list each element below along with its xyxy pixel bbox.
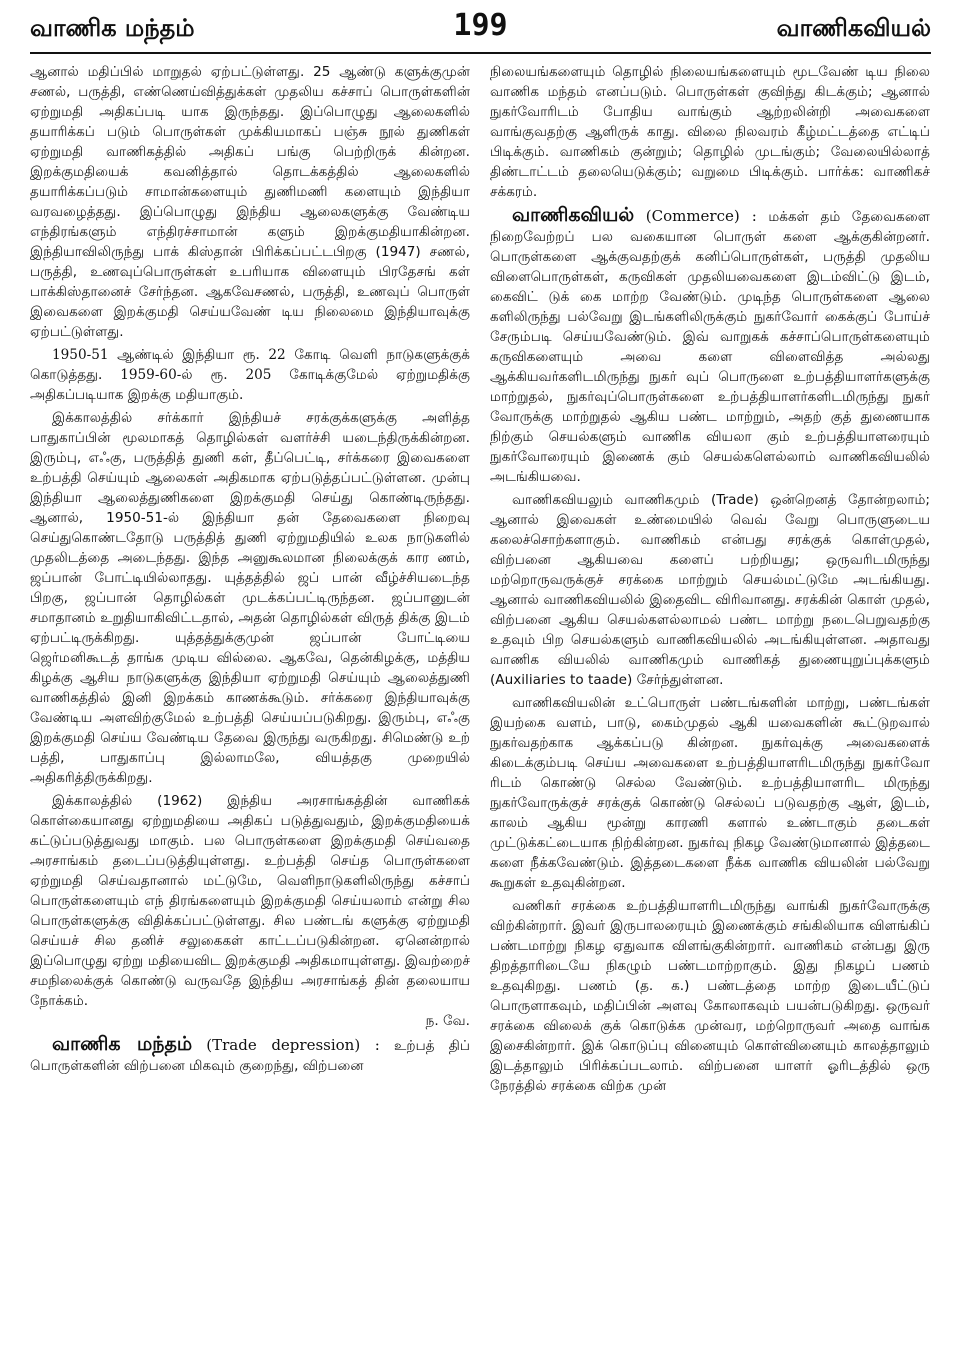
author-signature-line: [30, 1011, 470, 1031]
entry-title: வாணிகவியல்: [512, 204, 635, 226]
paragraph: இக்காலத்தில் (1962) இந்திய அரசாங்கத்தின் வாணிகக் கொள்கையானது ஏற்றுமதியை அதிகப் படுத்துவதும், இறக்குமதியைக் கட்டுப்படுத்துவது மாகும். பல பொருள்களை இறக்குமதி செய்வதை அரசாங்கம் தடைப்படுத்தியுள்ளது. உற்பத்தி செய்த பொருள்களை ஏற்றுமதி செய்வதானால் மட்டுமே, வெளிநாடுகளிலிருந்து கச்சாப் பொருள்களையும் எந் திரங்களையும் இறக்குமதி செய்யலாம் என்று சில பொருள்களுக்கு விதிக்கப்பட்டுள்ளது. சில பண்டங் களுக்கு ஏற்றுமதி செய்யச் சில தனிச் சலுகைகள் காட்டப்படுகின்றன. ஏனென்றால் இப்பொழுது ஏற்று மதியைவிட இறக்குமதி அதிகமாயுள்ளது. இவற்றைச் சமநிலைக்குக் கொண்டு வருவதே இந்திய அரசாங்கத் தின் தலையாய நோக்கம்.: [30, 793, 470, 1009]
entry-trade-depression: [30, 1034, 470, 1076]
entry-english-term: (Trade depression) :: [206, 1036, 380, 1054]
header-left-title: வாணிக மந்தம்: [30, 14, 195, 42]
paragraph: 1950-51 ஆண்டில் இந்தியா ரூ. 22 கோடி வெளி நாடுகளுக்குக் கொடுத்தது. 1959-60-ல் ரூ. 205 கோடிக்குமேல் ஏற்றுமதிக்கு அதிகப்படியாக இறக்கு மதியாகும்.: [30, 347, 470, 403]
page-number: 199: [453, 8, 508, 43]
entry-text: மக்கள் தம் தேவைகளை நிறைவேற்றப் பல வகையான பொருள் களை ஆக்குகின்றனர். பொருள்களை ஆக்குவதற்குக் கனிப்பொருள்கள், பருத்தி முதலிய விளைபொருள்கள், கருவிகள் முதலியவைகளை இடம்விட்டு இடம், கைவிட் டுக் கை மாற்ற வேண்டும். முடிந்த பொருள்களை ஆலை களிலிருந்து பல்வேறு இடங்களிலிருக்கும் நுகர்வோர் கைக்குப் போய்ச் சேரும்படி செய்யவேண்டும். இவ் வாறுகக் கச்சாப்பொருள்களையும் கருவிகளையும் அவை களை விளைவித்த அல்லது ஆக்கியவர்களிடமிருந்து நுகர் வுப் பொருளை உற்பத்தியாளர்களுக்கு மாற்றுதல், நுகர்வுப்பொருள்களை உற்பத்தியாளர்களிடமிருந்து நுகர் வோருக்கு மாற்றுதல் ஆகிய பண்ட மாற்றும், அதற் குத் துணையாக நிற்கும் செயல்களும் வாணிக வியலா கும் உற்பத்தியாளரையும் நுகர்வோரையும் இணைக் கும் செயல்களெல்லாம் வாணிகவியலில் அடங்கியவை.: [490, 209, 930, 485]
page-header: [30, 8, 931, 54]
paragraph: நிலையங்களையும் தொழில் நிலையங்களையும் மூடவேண் டிய நிலை வாணிக மந்தம் எனப்படும். பொருள்கள் குவிந்து கிடக்கும்; ஆனால் நுகர்வோரிடம் போதிய வாங்கும் ஆற்றலின்றி அவைகளை வாங்குவதற்கு ஆளிருக் காது. விலை நிலவரம் கீழ்மட்டத்தை எட்டிப் பிடிக்கும். வாணிகம் குன்றும்; தொழில் முடங்கும்; வேலையில்லாத் திண்டாட்டம் தலையெடுக்கும்; வறுமை பிடிக்கும். பார்க்க: வாணிகச் சக்கரம்.: [490, 64, 930, 200]
header-right-title: வாணிகவியல்: [776, 14, 931, 42]
paragraph: வாணிகவியலின் உட்பொருள் பண்டங்களின் மாற்று, பண்டங்கள் இயற்கை வளம், பாடு, கைம்முதல் ஆகி யவைகளின் கூட்டுறவால் நுகர்வதற்காக ஆக்கப்படு கின்றன. நுகர்வுக்கு அவைகளைக் கிடைக்கும்படி செய்ய அவைகளை உற்பத்தியாளரிடமிருந்து நுகர்வோ ரிடம் கொண்டு செல்ல வேண்டும். உற்பத்தியாளரிட மிருந்து நுகர்வோருக்குச் சரக்குக் கொண்டு செல்லப் படுவதற்கு ஆள், இடம், காலம் ஆகிய மூன்று காரணி களால் உண்டாகும் தடைகள் முட்டுக்கட்டையாக நிற்கின்றன. நுகர்வு நிகழ வேண்டுமானால் இத்தடை களை நீக்கவேண்டும். இத்தடைகளை நீக்க வாணிக வியலின் பல்வேறு கூறுகள் உதவுகின்றன.: [490, 695, 930, 891]
entry-text: உற்பத் திப் பொருள்களின் விற்பனை மிகவும் குறைந்து, விற்பனை: [30, 1038, 470, 1074]
paragraph: ஆனால் மதிப்பில் மாறுதல் ஏற்பட்டுள்ளது. 25 ஆண்டு களுக்குமுன் சணல், பருத்தி, எண்ணெய்வித்துக்கள் முதலிய கச்சாப் பொருள்களின் ஏற்றுமதி அதிகப்படி யாக இருந்தது. இப்பொழுது ஆலைகளில் தயாரிக்கப் படும் பொருள்கள் முக்கியமாகப் பஞ்சு நூல் துணிகள் ஏற்றுமதி வாணிகத்தில் அதிகப் பங்கு பெற்றிருக் கின்றன. இறக்குமதியைக் கவனித்தால் தொடக்கத்தில் ஆலைகளில் தயாரிக்கப்படும் சாமான்களையும் துணிமணி களையும் இந்தியா வரவழைத்தது. இப்பொழுது இந்திய ஆலைகளுக்கு வேண்டிய எந்திரங்களும் எந்திரச்சாமான் களும் இறக்குமதியாகின்றன. இந்தியாவிலிருந்து பாக் கிஸ்தான் பிரிக்கப்பட்டபிறகு (1947) சணல், பருத்தி, உணவுப்பொருள்கள் உபரியாக விளையும் பிரதேசங் கள் பாக்கிஸ்தானைச் சேர்ந்தன. ஆகவேசணல், பருத்தி, உணவுப் பொருள் இவைகளை இறக்குமதி செய்யவேண் டிய நிலைமை இந்தியாவுக்கு ஏற்பட்டுள்ளது.: [30, 64, 470, 340]
paragraph: இக்காலத்தில் சர்க்கார் இந்தியச் சரக்குக்களுக்கு அளித்த பாதுகாப்பின் மூலமாகத் தொழில்கள் வளர்ச்சி யடைந்திருக்கின்றன. இரும்பு, எஃகு, பருத்தித் துணி கள், தீப்பெட்டி, சர்க்கரை இவைகளை உற்பத்தி செய்யும் ஆலைகள் அதிகமாக ஏற்படுத்தப்பட்டுள்ளன. முன்பு இந்தியா ஆலைத்துணிகளை இறக்குமதி செய்து கொண்டிருந்தது. ஆனால், 1950-51-ல் இந்தியா தன் தேவைகளை நிறைவு செய்துகொண்டதோடு பருத்தித் துணி ஏற்றுமதியில் உலக நாடுகளில் முதலிடத்தை அடைந்தது. இந்த அனுகூலமான நிலைக்குக் கார ணம், ஜப்பான் போட்டியில்லாதது. யுத்தத்தில் ஜப் பான் வீழ்ச்சியடைந்த பிறகு, ஜப்பான் தொழில்கள் முடக்கப்பட்டிருந்தன. ஜப்பானுடன் சமாதானம் உறுதியாகிவிட்டதால், அதன் தொழில்கள் விருத் திக்கு இடம் ஏற்பட்டிருக்கிறது. யுத்தத்துக்குமுன் ஜப்பான் போட்டியை ஜெர்மனிகூடத் தாங்க முடிய வில்லை. ஆகவே, தென்கிழக்கு, மத்திய கிழக்கு ஆசிய நாடுகளுக்கு இந்தியா ஏற்றுமதி செய்யும் ஆலைத்துணி வாணிகத்தில் இனி இறக்கம் காணக்கூடும். சர்க்கரை இந்தியாவுக்கு வேண்டிய அளவிற்குமேல் உற்பத்தி செய்யப்படுகிறது. இரும்பு, எஃகு இறக்குமதி செய்ய வேண்டிய தேவை இருந்து வருகிறது. சிமெண்டு உற் பத்தி, பாதுகாப்பு இல்லாமலே, வியத்தகு முறையில் அதிகரித்திருக்கிறது.: [30, 410, 470, 786]
right-column: [490, 62, 930, 1352]
author-signature: ந. வே.: [425, 1013, 470, 1029]
entry-title: வாணிக மந்தம்: [52, 1033, 193, 1055]
paragraph: வணிகர் சரக்கை உற்பத்தியாளரிடமிருந்து வாங்கி நுகர்வோருக்கு விற்கின்றார். இவர் இருபாலரையும் இணைக்கும் சங்கிலியாக விளங்கிப் பண்டமாற்று நிகழ ஏதுவாக விளங்குகின்றார். வாணிகம் என்பது இரு திறத்தாரிடையே நிகழும் பண்டமாற்றாகும். இது நிகழப் பணம் உதவுகிறது. பணம் (த. க.) பண்டத்தை மாற்ற இடையீட்டுப் பொருளாகவும், மதிப்பின் அளவு கோலாகவும் பயன்படுகிறது. ஒருவர் சரக்கை விலைக் குக் கொடுக்க முன்வர, மற்றொருவர் அதை வாங்க இசைகின்றார். இக் கொடுப்பு வினையும் கொள்வினையும் காலத்தாலும் இடத்தாலும் பிரிக்கப்படலாம். விற்பனை யாளர் ஓரிடத்தில் ஒரு நேரத்தில் சரக்கை விற்க முன்: [490, 898, 930, 1094]
entry-english-term: (Commerce) :: [645, 207, 757, 225]
left-column: [30, 62, 470, 1352]
paragraph: வாணிகவியலும் வாணிகமும் (Trade) ஒன்றெனத் தோன்றலாம்; ஆனால் இவைகள் உண்மையில் வெவ் வேறு பொருளுடைய கலைச்சொற்களாகும். வாணிகம் என்பது சரக்குக் கொள்முதல், விற்பனை ஆகியவை களைப் பற்றியது; ஒருவரிடமிருந்து மற்றொருவருக்குச் சரக்கை மாற்றும் செயல்மட்டுமே அடங்கியது. ஆனால் வாணிகவியலில் இதைவிட விரிவானது. சரக்கின் கொள் முதல், விற்பனை ஆகிய செயல்களல்லாமல் பண்ட மாற்று நடைபெறுவதற்கு உதவும் பிற செயல்களும் வாணிகவியலில் அடங்கியுள்ளன. அதாவது வாணிக வியலில் வாணிகமும் வாணிகத் துணையுறுப்புக்களும் (Auxiliaries to taade) சேர்ந்துள்ளன.: [490, 492, 930, 688]
entry-commerce: [490, 205, 930, 487]
